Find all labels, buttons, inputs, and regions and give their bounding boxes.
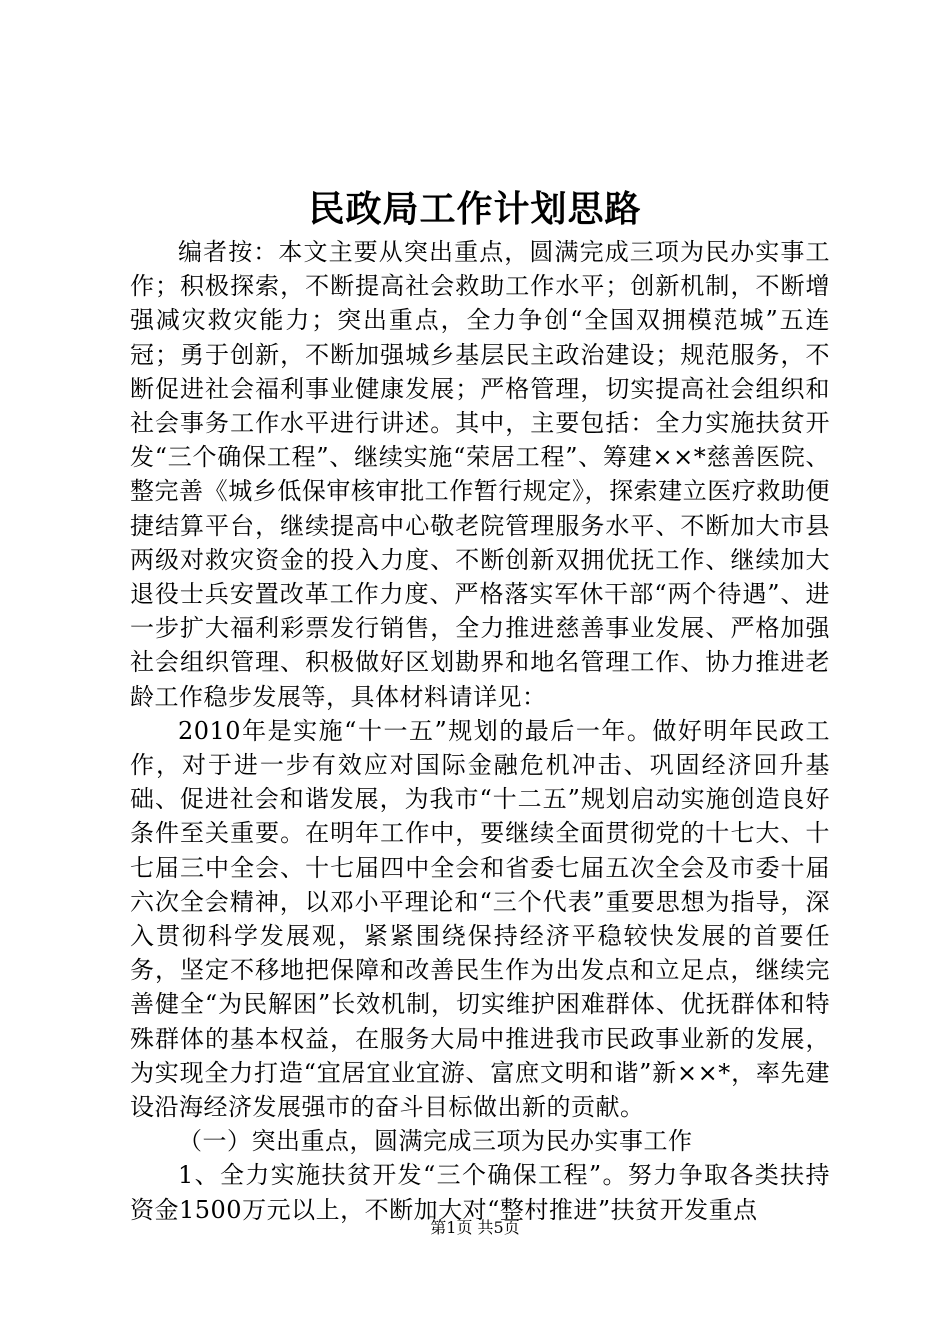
page-footer: 第1页 共5页 [430, 1218, 520, 1237]
paragraph-editor-note: 编者按：本文主要从突出重点，圆满完成三项为民办实事工作；积极探索，不断提高社会救助工作水平；创新机制，不断增强减灾救灾能力；突出重点，全力争创“全国双拥模范城”五连冠；勇于创新，不断加强城乡基层民主政治建设；规范服务，不断促进社会福利事业健康发展；严格管理，切实提高社会组织和社会事务工作水平进行讲述。其中，主要包括：全力实施扶贫开发“三个确保工程”、继续实施“荣居工程”、筹建××*慈善医院、整完善《城乡低保审核审批工作暂行规定》，探索建立医疗救助便捷结算平台，继续提高中心敬老院管理服务水平、不断加大市县两级对救灾资金的投入力度、不断创新双拥优抚工作、继续加大退役士兵安置改革工作力度、严格落实军休干部“两个待遇”、进一步扩大福利彩票发行销售，全力推进慈善事业发展、严格加强社会组织管理、积极做好区划勘界和地名管理工作、协力推进老龄工作稳步发展等，具体材料请详见： [130, 238, 830, 711]
section-heading-1: （一）突出重点，圆满完成三项为民办实事工作 [178, 1127, 693, 1156]
document-body [130, 235, 830, 1227]
paragraph-2010-overview: 2010年是实施“十一五”规划的最后一年。做好明年民政工作，对于进一步有效应对国际金融危机冲击、巩固经济回升基础、促进社会和谐发展，为我市“十二五”规划启动实施创造良好条件至关重要。在明年工作中，要继续全面贯彻党的十七大、十七届三中全会、十七届四中全会和省委七届五次全会及市委十届六次全会精神，以邓小平理论和“三个代表”重要思想为指导，深入贯彻科学发展观，紧紧围绕保持经济平稳较快发展的首要任务，坚定不移地把保障和改善民生作为出发点和立足点，继续完善健全“为民解困”长效机制，切实维护困难群体、优抚群体和特殊群体的基本权益，在服务大局中推进我市民政事业新的发展，为实现全力打造“宜居宜业宜游、富庶文明和谐”新××*，率先建设沿海经济发展强市的奋斗目标做出新的贡献。 [130, 716, 830, 1122]
paragraph-item-1: 1、全力实施扶贫开发“三个确保工程”。努力争取各类扶持资金1500万元以上，不断加大对“整村推进”扶贫开发重点 [130, 1161, 830, 1224]
document-title: 民政局工作计划思路 [308, 188, 642, 230]
